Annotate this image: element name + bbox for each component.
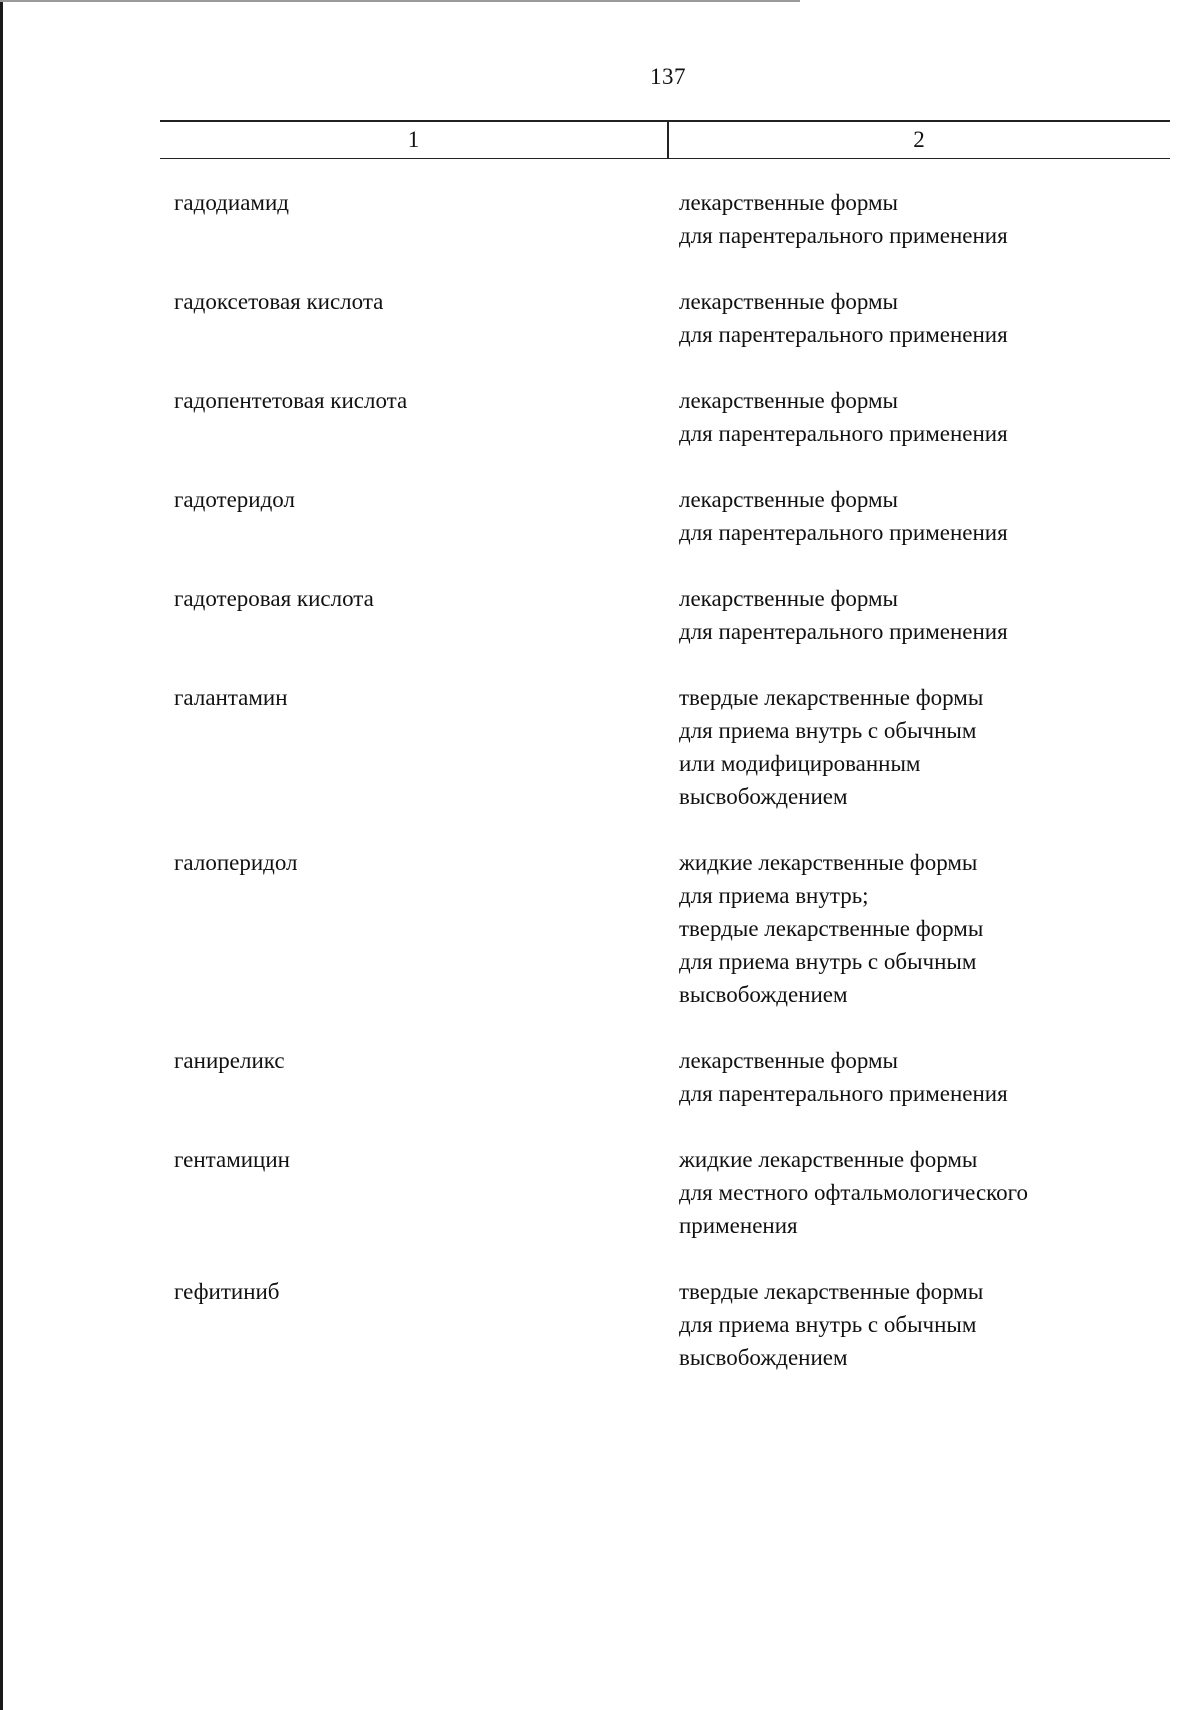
table-row [0,846,1200,1011]
table-row [0,681,1200,813]
column-header-1: 1 [407,127,420,152]
dosage-form: лекарственные формы для парентерального применения [679,1048,1008,1106]
drug-name: гадоксетовая кислота [174,289,384,314]
page-number: 137 [650,64,686,89]
drug-name: гадотеридол [174,487,295,512]
dosage-form: лекарственные формы для парентерального применения [679,190,1008,248]
drug-name: гентамицин [174,1147,290,1172]
table-row [0,582,1200,648]
drug-name: гадодиамид [174,190,289,215]
dosage-form: твердые лекарственные формы для приема внутрь с обычным или модифицированным высвобождением [679,685,984,809]
dosage-form: лекарственные формы для парентерального применения [679,388,1008,446]
dosage-form: жидкие лекарственные формы для приема внутрь; твердые лекарственные формы для приема внутрь с обычным высвобождением [679,850,984,1007]
drug-name: ганиреликс [174,1048,285,1073]
table-row [0,1275,1200,1374]
column-header-2: 2 [913,127,925,152]
drug-name: галантамин [174,685,288,710]
drug-name: гефитиниб [174,1279,280,1304]
dosage-form: лекарственные формы для парентерального применения [679,586,1008,644]
table-header [160,120,1170,159]
table-body [0,186,1200,1407]
dosage-form: лекарственные формы для парентерального применения [679,487,1008,545]
table-row [0,384,1200,450]
dosage-form: жидкие лекарственные формы для местного офтальмологического применения [679,1147,1029,1238]
drug-name: галоперидол [174,850,298,875]
table-row [0,186,1200,252]
dosage-form: лекарственные формы для парентерального применения [679,289,1008,347]
table-row [0,1143,1200,1242]
drug-name: гадотеровая кислота [174,586,374,611]
dosage-form: твердые лекарственные формы для приема внутрь с обычным высвобождением [679,1279,984,1370]
table-row [0,285,1200,351]
drug-name: гадопентетовая кислота [174,388,408,413]
scan-edge-top [0,0,800,2]
table-row [0,483,1200,549]
table-row [0,1044,1200,1110]
